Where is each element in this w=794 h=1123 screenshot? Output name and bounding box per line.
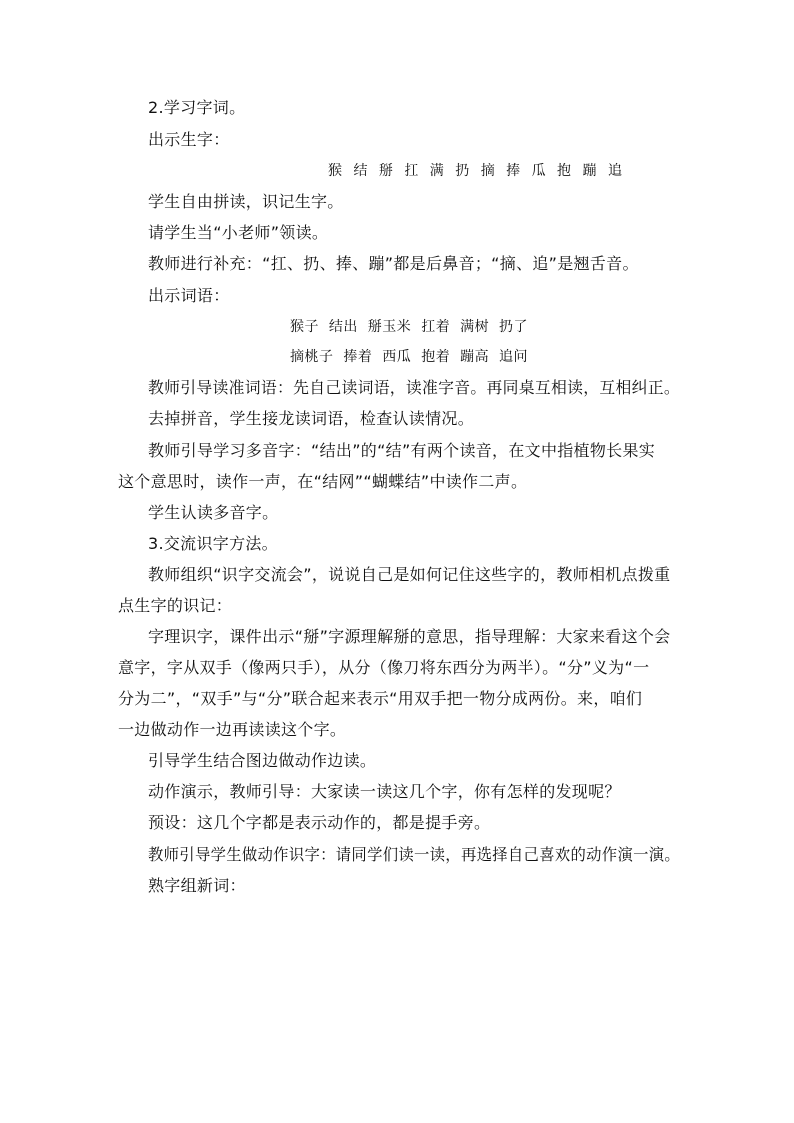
words-row-1: 猴子 结出 掰玉米 扛着 满树 扔了	[290, 319, 529, 335]
paragraph-free-read: 学生自由拼读，识记生字。	[148, 192, 344, 211]
paragraph-supplement: 教师进行补充：“扛、扔、捧、蹦”都是后鼻音；“摘、追”是翘舌音。	[148, 254, 639, 273]
paragraph-guide-words: 教师引导读准词语：先自己读词语，读准字音。再同桌互相读，互相纠正。	[148, 378, 680, 397]
new-characters-list: 猴 结 掰 扛 满 扔 摘 捧 瓜 抱 蹦 追	[328, 163, 623, 179]
paragraph-action-read: 教师引导学生做动作识字：请同学们读一读，再选择自己喜欢的动作演一演。	[148, 845, 681, 864]
paragraph-polyphone-line-1: 教师引导学习多音字：“结出”的“结”有两个读音，在文中指植物长果实	[148, 441, 656, 460]
words-row-2: 摘桃子 捧着 西瓜 抱着 蹦高 追问	[290, 349, 529, 365]
section-heading-3: 3.交流识字方法。	[148, 534, 278, 553]
paragraph-exchange-line-2: 点生字的识记：	[118, 596, 233, 615]
paragraph-theory-line-1: 字理识字，课件出示“掰”字源理解掰的意思，指导理解：大家来看这个会	[148, 627, 671, 646]
paragraph-recognize-polyphone: 学生认读多音字。	[148, 503, 279, 522]
paragraph-preset: 预设：这几个字都是表示动作的，都是提手旁。	[148, 813, 491, 832]
paragraph-polyphone-line-2: 这个意思时，读作一声，在“结网”“蝴蝶结”中读作二声。	[118, 472, 528, 491]
paragraph-theory-line-3: 分为二”，“双手”与“分”联合起来表示“用双手把一物分成两份。来，咱们	[118, 689, 643, 708]
paragraph-demo: 动作演示，教师引导：大家读一读这几个字，你有怎样的发现呢？	[148, 782, 621, 801]
paragraph-theory-line-2: 意字，字从双手（像两只手），从分（像刀将东西分为两半）。“分”义为“一	[118, 658, 650, 677]
section-heading-2: 2.学习字词。	[148, 98, 246, 117]
paragraph-theory-line-4: 一边做动作一边再读读这个字。	[118, 720, 347, 739]
paragraph-remove-pinyin: 去掉拼音，学生接龙读词语，检查认读情况。	[148, 409, 475, 428]
paragraph-exchange-line-1: 教师组织“识字交流会”，说说自己是如何记住这些字的，教师相机点拨重	[148, 565, 671, 584]
paragraph-little-teacher: 请学生当“小老师”领读。	[148, 223, 329, 242]
paragraph-familiar-words: 熟字组新词：	[148, 876, 246, 895]
show-chars-label: 出示生字：	[148, 130, 230, 149]
paragraph-picture-action: 引导学生结合图边做动作边读。	[148, 751, 377, 770]
show-words-label: 出示词语：	[148, 286, 230, 305]
